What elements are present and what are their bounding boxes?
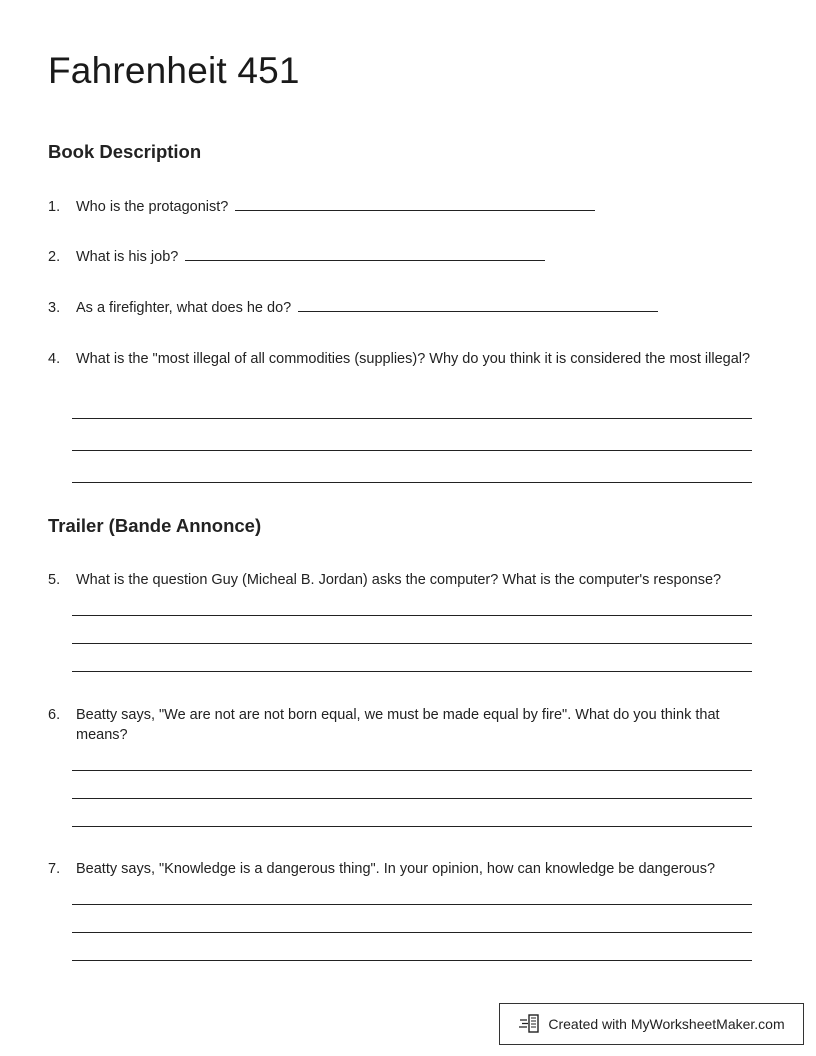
answer-line[interactable] bbox=[72, 826, 752, 827]
answer-line[interactable] bbox=[72, 450, 752, 451]
question-6 bbox=[48, 705, 760, 745]
answer-line[interactable] bbox=[298, 298, 658, 312]
answer-line[interactable] bbox=[72, 671, 752, 672]
question-4 bbox=[48, 349, 760, 369]
answer-line[interactable] bbox=[72, 643, 752, 644]
question-text: Who is the protagonist? bbox=[76, 199, 229, 215]
answer-line[interactable] bbox=[72, 904, 752, 905]
question-number: 7. bbox=[48, 861, 61, 877]
question-text: What is the "most illegal of all commodities (supplies)? Why do you think it is considered the most illegal? bbox=[76, 351, 751, 367]
answer-line[interactable] bbox=[185, 247, 545, 261]
section-heading-trailer: Trailer (Bande Annonce) bbox=[48, 515, 262, 536]
footer-text: Created with MyWorksheetMaker.com bbox=[548, 1016, 785, 1032]
footer-badge[interactable] bbox=[499, 1003, 804, 1045]
question-number: 2. bbox=[48, 249, 61, 265]
worksheet-title: Fahrenheit 451 bbox=[48, 50, 300, 91]
answer-line[interactable] bbox=[72, 418, 752, 419]
question-1 bbox=[48, 197, 760, 217]
question-3 bbox=[48, 298, 760, 318]
question-7 bbox=[48, 859, 760, 879]
question-text: As a firefighter, what does he do? bbox=[76, 300, 292, 316]
question-text: What is the question Guy (Micheal B. Jordan) asks the computer? What is the computer's response? bbox=[76, 572, 722, 588]
answer-line[interactable] bbox=[72, 932, 752, 933]
question-text: Beatty says, "Knowledge is a dangerous thing". In your opinion, how can knowledge be dangerous? bbox=[76, 861, 716, 877]
answer-line[interactable] bbox=[72, 770, 752, 771]
answer-line[interactable] bbox=[72, 798, 752, 799]
answer-line[interactable] bbox=[235, 197, 595, 211]
question-number: 6. bbox=[48, 707, 61, 723]
question-text: What is his job? bbox=[76, 249, 179, 265]
question-2 bbox=[48, 247, 760, 267]
answer-line[interactable] bbox=[72, 615, 752, 616]
answer-line[interactable] bbox=[72, 960, 752, 961]
question-5 bbox=[48, 570, 760, 590]
question-text: Beatty says, "We are not are not born equal, we must be made equal by fire". What do you think that means? bbox=[76, 707, 720, 743]
question-number: 1. bbox=[48, 199, 61, 215]
answer-line[interactable] bbox=[72, 482, 752, 483]
question-number: 5. bbox=[48, 572, 61, 588]
worksheet-maker-logo-icon bbox=[518, 1013, 542, 1035]
section-heading-book-description: Book Description bbox=[48, 141, 202, 162]
question-number: 3. bbox=[48, 300, 61, 316]
question-number: 4. bbox=[48, 351, 61, 367]
